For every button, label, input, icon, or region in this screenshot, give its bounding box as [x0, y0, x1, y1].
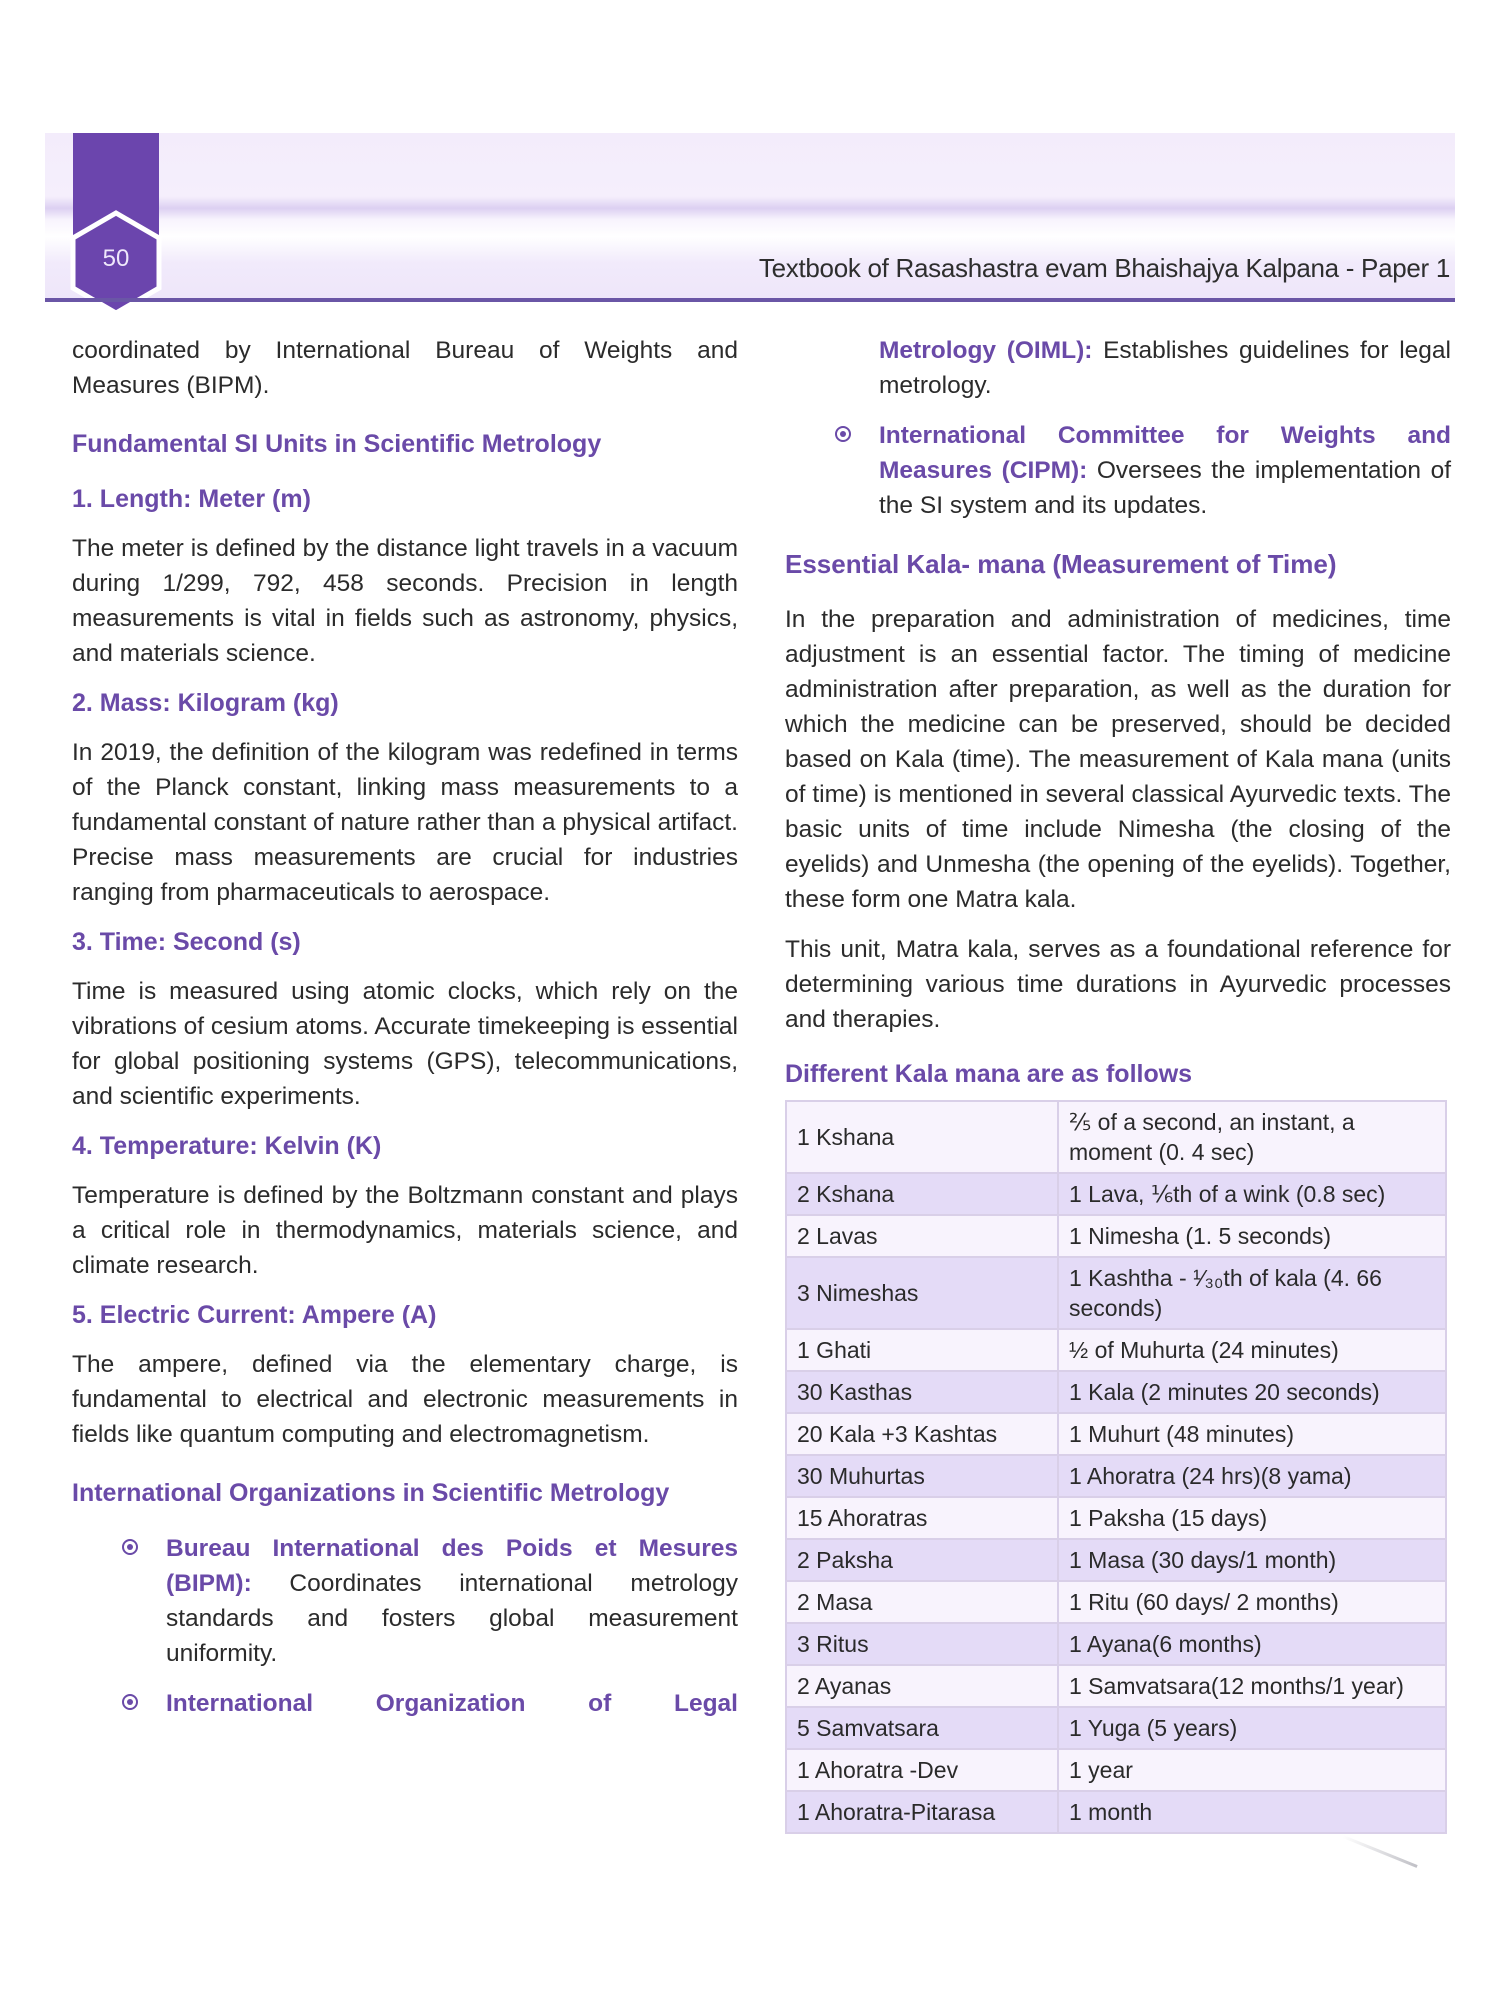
table-cell: 15 Ahoratras — [786, 1497, 1058, 1539]
table-row — [786, 1101, 1446, 1173]
kala-paragraph: This unit, Matra kala, serves as a foundational reference for determining various time durations in Ayurvedic processes and therapies. — [785, 936, 1451, 1033]
unit-text: Time is measured using atomic clocks, which rely on the vibrations of cesium atoms. Accurate timekeeping is essential for global positioning systems (GPS), telecommunications, and scientific experiments. — [72, 978, 738, 1110]
table-row — [786, 1173, 1446, 1215]
table-row — [786, 1791, 1446, 1833]
org-text: Coordinates international metrology standards and fosters global measurement uniformity. — [166, 1570, 738, 1667]
table-cell: 1 year — [1058, 1749, 1446, 1791]
table-row — [786, 1329, 1446, 1371]
table-cell: 1 Ghati — [786, 1329, 1058, 1371]
org-term: International Organization of Legal — [166, 1690, 738, 1717]
intro-continued: coordinated by International Bureau of Weights and Measures (BIPM). — [72, 337, 738, 399]
list-item-oiml — [72, 1686, 738, 1721]
radio-bullet-icon — [835, 426, 851, 442]
table-cell: 1 Nimesha (1. 5 seconds) — [1058, 1215, 1446, 1257]
table-cell: 1 Ahoratra -Dev — [786, 1749, 1058, 1791]
table-cell: 1 Ahoratra (24 hrs)(8 yama) — [1058, 1455, 1446, 1497]
section-title-kala-mana: Essential Kala- mana (Measurement of Time) — [785, 549, 1337, 579]
table-row — [786, 1215, 1446, 1257]
table-cell: 1 Ahoratra-Pitarasa — [786, 1791, 1058, 1833]
table-cell: 2 Ayanas — [786, 1665, 1058, 1707]
table-cell: 1 Kala (2 minutes 20 seconds) — [1058, 1371, 1446, 1413]
right-column — [785, 333, 1451, 1834]
table-row — [786, 1371, 1446, 1413]
unit-heading: 5. Electric Current: Ampere (A) — [72, 1301, 437, 1329]
unit-text: The ampere, defined via the elementary charge, is fundamental to electrical and electronic measurements in fields like quantum computing and electromagnetism. — [72, 1351, 738, 1448]
table-cell: 1 month — [1058, 1791, 1446, 1833]
table-row — [786, 1257, 1446, 1329]
table-cell: ½ of Muhurta (24 minutes) — [1058, 1329, 1446, 1371]
table-row — [786, 1413, 1446, 1455]
left-column — [72, 333, 738, 1736]
org-text: Establishes guidelines for legal metrology. — [879, 337, 1451, 399]
section-title-si-units: Fundamental SI Units in Scientific Metrology — [72, 430, 602, 458]
table-cell: 1 Masa (30 days/1 month) — [1058, 1539, 1446, 1581]
table-row — [786, 1707, 1446, 1749]
table-cell: 1 Paksha (15 days) — [1058, 1497, 1446, 1539]
table-cell: 3 Ritus — [786, 1623, 1058, 1665]
table-cell: 2 Lavas — [786, 1215, 1058, 1257]
radio-bullet-icon — [122, 1539, 138, 1555]
table-cell: 5 Samvatsara — [786, 1707, 1058, 1749]
table-row — [786, 1497, 1446, 1539]
table-row — [786, 1749, 1446, 1791]
table-title: Different Kala mana are as follows — [785, 1060, 1193, 1088]
unit-heading: 2. Mass: Kilogram (kg) — [72, 689, 339, 717]
org-term: Metrology (OIML): — [879, 337, 1093, 364]
table-row — [786, 1539, 1446, 1581]
table-cell: 1 Kashtha - ¹⁄₃₀th of kala (4. 66 seconds) — [1058, 1257, 1446, 1329]
table-row — [786, 1455, 1446, 1497]
table-cell: 30 Kasthas — [786, 1371, 1058, 1413]
table-cell: 1 Muhurt (48 minutes) — [1058, 1413, 1446, 1455]
table-cell: 1 Ritu (60 days/ 2 months) — [1058, 1581, 1446, 1623]
org-term: International Committee for Weights and Measures (CIPM): — [879, 422, 1451, 484]
page-number: 50 — [102, 245, 130, 272]
unit-heading: 4. Temperature: Kelvin (K) — [72, 1132, 382, 1160]
table-cell: 2 Kshana — [786, 1173, 1058, 1215]
org-term: Bureau International des Poids et Mesures (BIPM): — [166, 1535, 738, 1597]
org-text: Oversees the implementation of the SI system and its updates. — [879, 457, 1452, 519]
unit-heading: 1. Length: Meter (m) — [72, 485, 311, 513]
table-row — [786, 1581, 1446, 1623]
section-title-organizations: International Organizations in Scientific Metrology — [72, 1479, 670, 1507]
list-item-oiml-continued — [785, 333, 1451, 403]
table-cell: 1 Ayana(6 months) — [1058, 1623, 1446, 1665]
table-row — [786, 1623, 1446, 1665]
unit-heading: 3. Time: Second (s) — [72, 928, 301, 956]
kala-mana-table — [785, 1100, 1447, 1834]
table-cell: 1 Lava, ⅙th of a wink (0.8 sec) — [1058, 1173, 1446, 1215]
unit-text: In 2019, the definition of the kilogram was redefined in terms of the Planck constant, linking mass measurements to a fundamental constant of nature rather than a physical artifact. Precise mass measurements are crucial for industries ranging from pharmaceuticals to aerospace. — [72, 739, 738, 906]
kala-paragraph: In the preparation and administration of medicines, time adjustment is an essential factor. The timing of medicine administration after preparation, as well as the duration for which the medicine can be preserved, should be decided based on Kala (time). The measurement of Kala mana (units of time) is mentioned in several classical Ayurvedic texts. The basic units of time include Nimesha (the closing of the eyelids) and Unmesha (the opening of the eyelids). Together, these form one Matra kala. — [785, 606, 1451, 913]
stray-mark — [1342, 1835, 1417, 1868]
list-item-cipm — [785, 418, 1451, 523]
table-cell: 2 Masa — [786, 1581, 1058, 1623]
radio-bullet-icon — [122, 1694, 138, 1710]
header-rule — [45, 298, 1455, 302]
table-cell: 3 Nimeshas — [786, 1257, 1058, 1329]
table-cell: 30 Muhurtas — [786, 1455, 1058, 1497]
table-cell: 1 Yuga (5 years) — [1058, 1707, 1446, 1749]
table-row — [786, 1665, 1446, 1707]
table-cell: 2 Paksha — [786, 1539, 1058, 1581]
table-cell: 20 Kala +3 Kashtas — [786, 1413, 1058, 1455]
table-cell: 1 Kshana — [786, 1101, 1058, 1173]
unit-text: Temperature is defined by the Boltzmann constant and plays a critical role in thermodynamics, materials science, and climate research. — [72, 1182, 738, 1279]
running-title: Textbook of Rasashastra evam Bhaishajya Kalpana - Paper 1 — [758, 253, 1450, 283]
unit-text: The meter is defined by the distance light travels in a vacuum during 1/299, 792, 458 seconds. Precision in length measurements is vital in fields such as astronomy, physics, and materials science. — [72, 535, 738, 667]
table-cell: 1 Samvatsara(12 months/1 year) — [1058, 1665, 1446, 1707]
table-cell: ⅖ of a second, an instant, a moment (0. 4 sec) — [1058, 1101, 1446, 1173]
list-item-bipm — [72, 1531, 738, 1671]
